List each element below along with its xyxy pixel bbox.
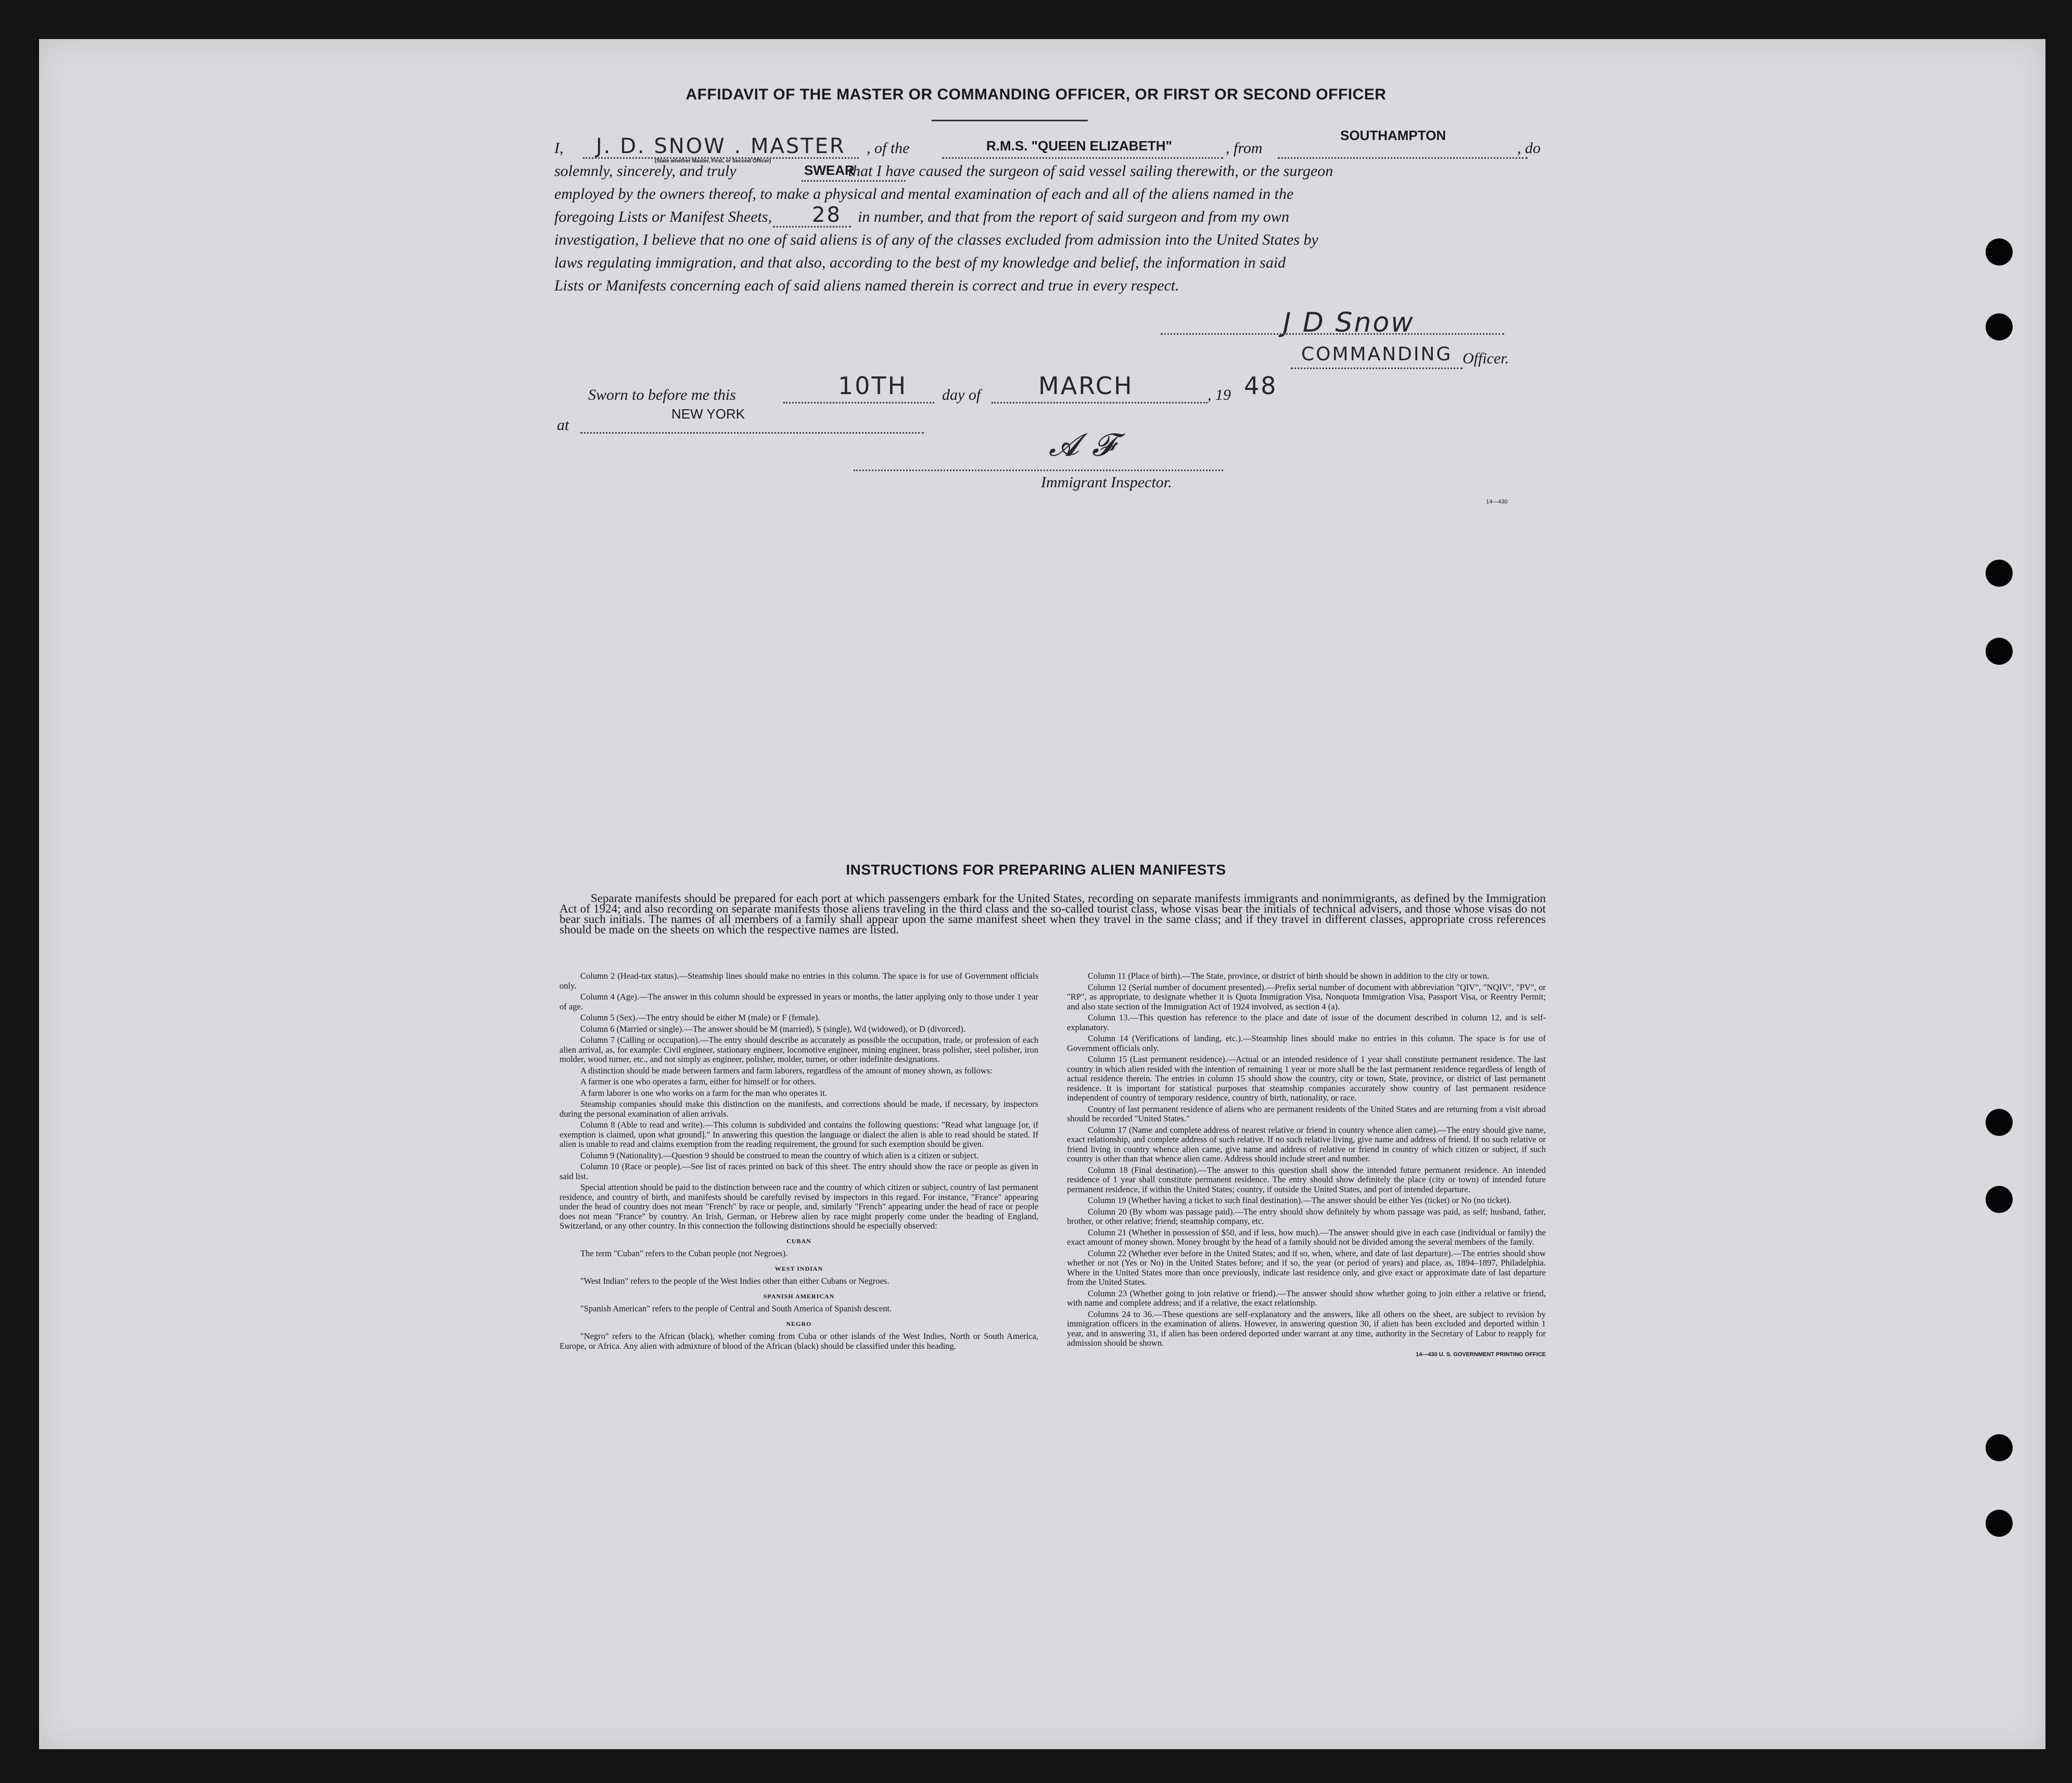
oath-line bbox=[802, 180, 906, 182]
printing-office-footer: 14—430 U. S. GOVERNMENT PRINTING OFFICE bbox=[1416, 1351, 1546, 1358]
right-para: Column 14 (Verifications of landing, etc.).—Steamship lines should make no entries in this column. The space is for use of Government officials only. bbox=[1067, 1033, 1546, 1053]
inspector-label: Immigrant Inspector. bbox=[1041, 474, 1172, 491]
day-line bbox=[783, 402, 934, 403]
signature-line bbox=[1161, 333, 1504, 335]
affidavit-line-7: Lists or Manifests concerning each of said aliens named therein is correct and true in every respect. bbox=[554, 277, 1179, 294]
right-para: Column 22 (Whether ever before in the United States; and if so, when, where, and date of last departure).—The entries should show whether or not (Yes or No) in the United States before; and if so, the year (or period of years) and place, as, 1894–1897, Philadelphia. Where in the United States more than once previously, indicate last residence only, and give exact or approximate date of last departure from the United States. bbox=[1067, 1248, 1546, 1287]
left-para: Column 8 (Able to read and write).—This column is subdivided and contains the following questions: "Read what language [or, if exemption is claimed, upon what ground]." In answering this question the language or dialect the alien is able to read should be stated. If alien is unable to read and claims exemption from the reading requirement, the ground for such exemption should be given. bbox=[560, 1120, 1038, 1149]
cuban-text: The term "Cuban" refers to the Cuban people (not Negroes). bbox=[580, 1248, 788, 1258]
title-rule bbox=[932, 120, 1088, 121]
left-para: Column 7 (Calling or occupation).—The entry should describe as accurately as possible the occupation, trade, or profession of each alien arrival, as, for example: Civil engineer, stationary engineer, locomotive engineer, mining engineer, brass polisher, steel polisher, iron molder, wood turner, etc., and not simply as engineer, polisher, molder, turner, or other indefinite designations. bbox=[560, 1035, 1038, 1064]
sworn-place: NEW YORK bbox=[671, 406, 745, 422]
right-para: Column 23 (Whether going to join relative or friend).—The answer should show whether going to join either a relative or friend, with name and complete address; and if a relative, the exact relationship. bbox=[1067, 1288, 1546, 1308]
binder-hole bbox=[1986, 313, 2013, 340]
vessel-line bbox=[942, 157, 1223, 159]
line4-rest: in number, and that from the report of said surgeon and from my own bbox=[858, 208, 1289, 225]
sworn-day: 10TH bbox=[838, 372, 908, 400]
month-line bbox=[991, 402, 1207, 403]
left-para: Column 9 (Nationality).—Question 9 should be construed to mean the country of which alien is a citizen or subject. bbox=[580, 1150, 979, 1160]
left-para: A farmer is one who operates a farm, either for himself or for others. bbox=[580, 1077, 817, 1086]
binder-hole bbox=[1986, 1434, 2013, 1461]
left-para: A distinction should be made between farmers and farm laborers, regardless of the amount of money shown, as follows: bbox=[580, 1065, 993, 1076]
sworn-month: MARCH bbox=[1038, 372, 1134, 400]
sheet-count: 28 bbox=[812, 203, 842, 227]
cuban-heading: CUBAN bbox=[786, 1237, 811, 1245]
sworn-label: Sworn to before me this bbox=[588, 386, 736, 403]
negro-text: "Negro" refers to the African (black), whether coming from Cuba or other islands of the West Indies, North or South America, Europe, or Africa. Any alien with admixture of blood of the African (black) should be classified under this heading. bbox=[560, 1331, 1038, 1351]
instructions-intro: Separate manifests should be prepared for each port at which passengers embark for the United States, recording on separate manifests immigrants and nonimmigrants, as defined by the Immigration Act of 1924; and also recording on separate manifests those aliens traveling in the third class and the so-called tourist class, whose visas bear the initials of technical advisers, and those whose visas do not bear such initials. The names of all members of a family shall appear upon the same manifest sheet when they travel in the same class; and if they travel in different classes, appropriate cross references should be made on the sheets on which the respective names are listed. bbox=[560, 892, 1546, 936]
from-label: , from bbox=[1226, 140, 1263, 157]
right-para: Column 11 (Place of birth).—The State, province, or district of birth should be shown in addition to the city or town. bbox=[1088, 971, 1490, 981]
right-para: Country of last permanent residence of aliens who are permanent residents of the United States and are returning from a visit abroad should be recorded "United States." bbox=[1067, 1104, 1546, 1123]
west-indian-text: "West Indian" refers to the people of the West Indies other than either Cubans or Negroes. bbox=[580, 1276, 889, 1286]
left-para: Column 5 (Sex).—The entry should be either M (male) or F (female). bbox=[580, 1013, 820, 1022]
affidavit-line-4 bbox=[554, 208, 1543, 226]
officer-name: J. D. SNOW . MASTER bbox=[596, 134, 846, 158]
left-para: Column 4 (Age).—The answer in this column should be expressed in years or months, the latter applying only to those under 1 year of age. bbox=[560, 992, 1038, 1011]
oath-word: SWEAR bbox=[804, 162, 855, 178]
line2-start: solemnly, sincerely, and truly bbox=[554, 162, 736, 180]
instructions-left-column bbox=[560, 971, 1038, 1352]
spanish-american-heading: SPANISH AMERICAN bbox=[763, 1292, 835, 1300]
right-para: Column 17 (Name and complete address of nearest relative or friend in country whence alien came).—The entry should give name, exact relationship, and complete address of such relative. If no such relative living, give name and address of friend. If no such relative or friend living in country whence alien came, give name and address of relative or friend in country of which citizen or subject, if such country is other than that whence alien came. Address should include street and number. bbox=[1067, 1124, 1546, 1164]
right-para: Column 13.—This question has reference to the place and date of issue of the document described in column 12, and is self-explanatory. bbox=[1067, 1013, 1546, 1032]
left-para: Column 6 (Married or single).—The answer should be M (married), S (single), Wd (widowed), or D (divorced). bbox=[580, 1023, 965, 1034]
west-indian-heading: WEST INDIAN bbox=[774, 1264, 823, 1272]
left-para: Column 2 (Head-tax status).—Steamship lines should make no entries in this column. The space is for use of Government officials only. bbox=[560, 971, 1038, 991]
binder-hole bbox=[1986, 1186, 2013, 1213]
instructions-title: INSTRUCTIONS FOR PREPARING ALIEN MANIFESTS bbox=[846, 862, 1226, 878]
at-label: at bbox=[557, 416, 569, 434]
of-the-label: , of the bbox=[867, 140, 910, 157]
binder-hole bbox=[1986, 1109, 2013, 1136]
left-para: Steamship companies should make this distinction on the manifests, and corrections should be made, if necessary, by inspectors during the personal examination of alien arrivals. bbox=[560, 1099, 1038, 1119]
line2-rest: that I have caused the surgeon of said vessel sailing therewith, or the surgeon bbox=[848, 162, 1333, 180]
inspector-line bbox=[854, 470, 1223, 471]
officer-label: Officer. bbox=[1463, 350, 1509, 367]
right-para: Column 15 (Last permanent residence).—Actual or an intended residence of 1 year shall constitute permanent residence. The last country in which alien resided with the intention of remaining 1 year or more shall be the last permanent residence regardless of length of actual residence therein. The entries in column 15 should show the country, city or town, State, province, or district of last permanent residence. It is important for statistical purposes that steamship companies accurately show country of last permanent residence independent of country of temporary residence, country of birth, nationality, or race. bbox=[1067, 1054, 1546, 1103]
affidavit-title: AFFIDAVIT OF THE MASTER OR COMMANDING OFFICER, OR FIRST OR SECOND OFFICER bbox=[685, 86, 1387, 103]
binder-hole bbox=[1986, 238, 2013, 265]
binder-hole bbox=[1986, 560, 2013, 587]
vessel-name: R.M.S. "QUEEN ELIZABETH" bbox=[986, 138, 1172, 154]
left-para: A farm laborer is one who works on a farm for the man who operates it. bbox=[580, 1087, 827, 1098]
line4-start: foregoing Lists or Manifest Sheets, bbox=[554, 208, 772, 225]
i-label: I, bbox=[554, 140, 564, 157]
spanish-american-text: "Spanish American" refers to the people of Central and South America of Spanish descent. bbox=[580, 1304, 892, 1313]
master-signature: J D Snow bbox=[1283, 307, 1415, 338]
right-para: Column 19 (Whether having a ticket to such final destination).—The answer should be either Yes (ticket) or No (no ticket). bbox=[1088, 1195, 1511, 1205]
sheet-count-line bbox=[773, 226, 851, 227]
instructions-right-column bbox=[1067, 971, 1546, 1359]
right-para: Column 20 (By whom was passage paid).—The entry should show definitely by whom passage was paid, as self; husband, father, brother, or other relative; friend; steamship company, etc. bbox=[1067, 1206, 1546, 1226]
affidavit-line-3: employed by the owners thereof, to make a physical and mental examination of each and all of the aliens named in the bbox=[554, 185, 1294, 203]
form-number: 14—430 bbox=[1486, 499, 1508, 505]
place-line bbox=[580, 432, 924, 434]
port-name: SOUTHAMPTON bbox=[1340, 128, 1446, 143]
sworn-year: 48 bbox=[1244, 372, 1278, 400]
rank-handwritten: COMMANDING bbox=[1301, 344, 1453, 365]
right-para: Column 18 (Final destination).—The answer to this question shall show the intended future permanent residence. An intended residence of 1 year shall constitute permanent residence. The entry should show definitely the place (city or town) of intended future permanent residence, if within the United States; country, if outside the United States, and port of intended departure. bbox=[1067, 1165, 1546, 1194]
right-para: Column 21 (Whether in possession of $50, and if less, how much).—The answer should give in each case (individual or family) the exact amount of money shown. Money brought by the head of a family should not be divided among the several members of the family. bbox=[1067, 1227, 1546, 1247]
right-para: Columns 24 to 36.—These questions are self-explanatory and the answers, like all others on the sheet, are subject to revision by immigration officers in the examination of aliens. However, in answering question 30, if alien has been excluded and deported within 1 year, and in answering 31, if alien has been ordered deported under warrant at any time, authority in the Secretary of Labor to reapply for admission should be shown. bbox=[1067, 1309, 1546, 1348]
left-para: Special attention should be paid to the distinction between race and the country of which citizen or subject, country of last permanent residence, and country of birth, and manifests should be carefully revised by inspectors in this regard. For instance, "France" appearing under the head of country does not mean "French" by race or people, and, similarly "French" appearing under the head of race or people does not mean "France" by country. An Irish, German, or Hebrew alien by race might properly come under the heading of England, Switzerland, or any other country. In this connection the following distinctions should be especially observed: bbox=[560, 1182, 1038, 1231]
negro-heading: NEGRO bbox=[786, 1320, 812, 1327]
affidavit-line-5: investigation, I believe that no one of said aliens is of any of the classes excluded from admission into the United States by bbox=[554, 231, 1318, 248]
year-prefix: , 19 bbox=[1207, 386, 1231, 403]
binder-hole bbox=[1986, 1510, 2013, 1537]
binder-hole bbox=[1986, 638, 2013, 665]
left-para: Column 10 (Race or people).—See list of races printed on back of this sheet. The entry should show the race or people as given in said list. bbox=[560, 1161, 1038, 1181]
port-line bbox=[1278, 157, 1528, 159]
do-label: , do bbox=[1517, 140, 1541, 157]
rank-line bbox=[1291, 368, 1463, 369]
affidavit-line-6: laws regulating immigration, and that also, according to the best of my knowledge and belief, the information in said bbox=[554, 254, 1286, 271]
day-of-label: day of bbox=[942, 386, 981, 403]
inspector-signature: 𝓐 𝓕 bbox=[1049, 427, 1117, 463]
officer-caption: (State whether Master, First, or Second Officer) bbox=[655, 158, 771, 164]
right-para: Column 12 (Serial number of document presented).—Prefix serial number of document with abbreviation "QIV", "NQIV", "PV", or "RP", as appropriate, to designate whether it is Quota Immigration Visa, Nonquota Immigration Visa, Passport Visa, or Reentry Permit; and also state section of the Immigration Act of 1924 involved, as section 4 (a). bbox=[1067, 982, 1546, 1011]
affidavit-line-2 bbox=[554, 162, 1543, 180]
